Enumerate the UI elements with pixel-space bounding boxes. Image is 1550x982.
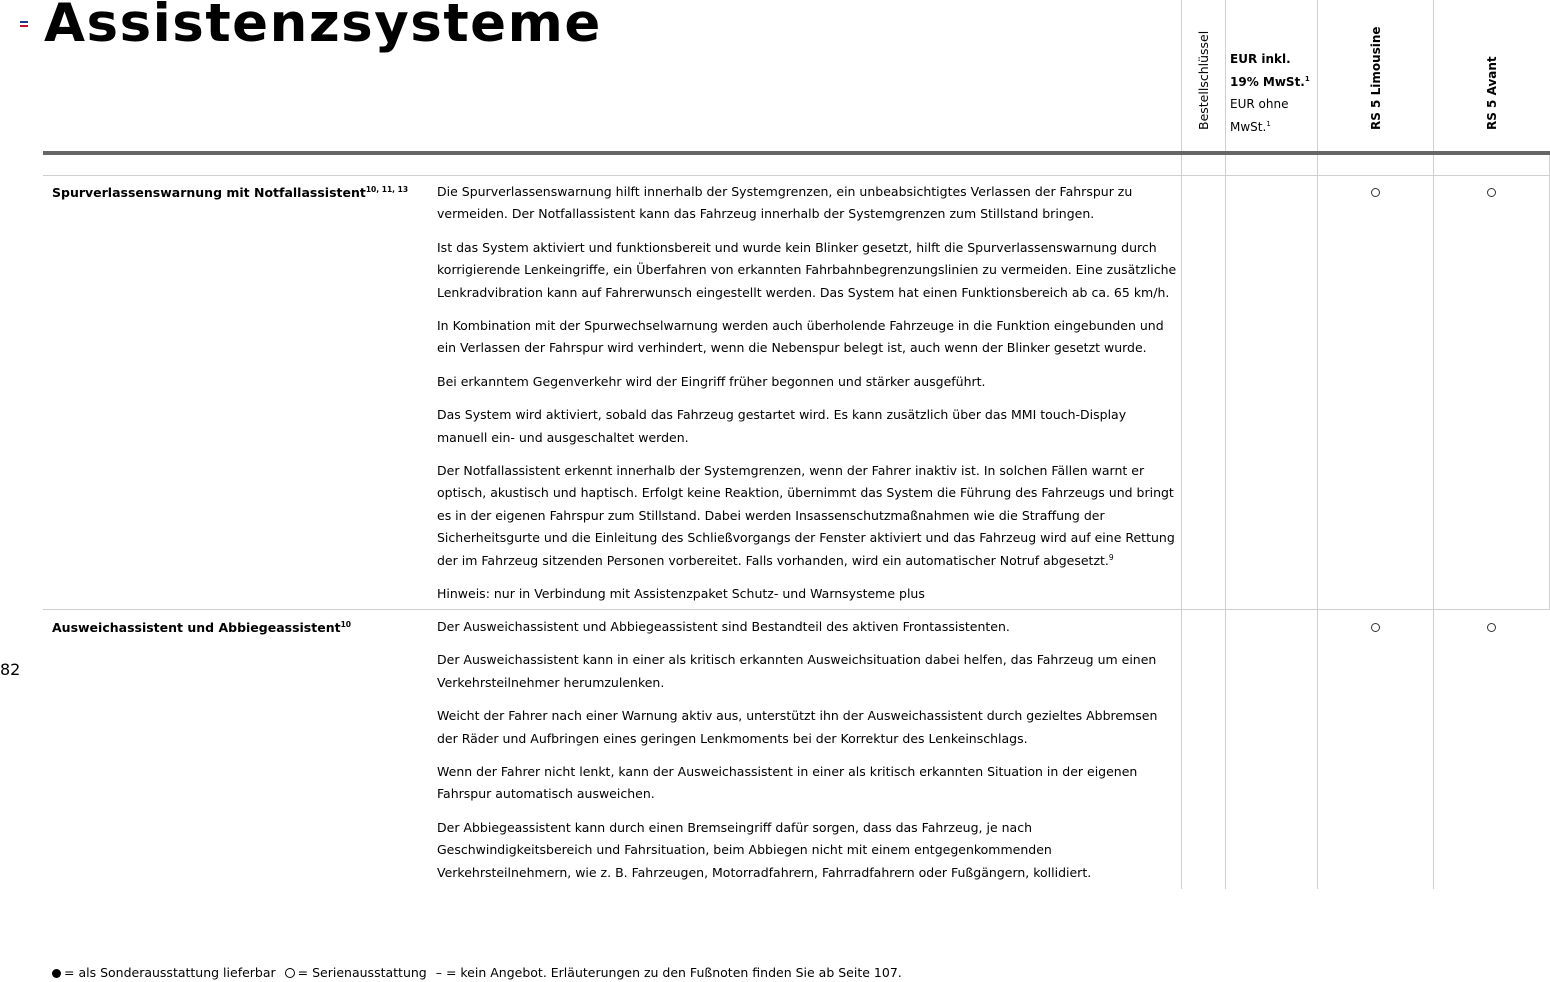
standard-equipment-icon — [1487, 623, 1496, 632]
page-number: 82 — [0, 660, 21, 679]
column-header-model-limousine: RS 5 Limousine — [1369, 26, 1383, 130]
price-incl-footnote: 1 — [1304, 74, 1310, 83]
description-paragraph: Wenn der Fahrer nicht lenkt, kann der Ausweichassistent in einer als kritisch erkannten Situation in der eigenen Fahrspur automatisch ausweichen. — [437, 764, 1138, 802]
column-divider — [1181, 0, 1182, 889]
description-paragraph: Das System wird aktiviert, sobald das Fahrzeug gestartet wird. Es kann zusätzlich über das MMI touch-Display manuell ein- und ausgeschaltet werden. — [437, 407, 1127, 445]
description-paragraph: Bei erkanntem Gegenverkehr wird der Eingriff früher begonnen und stärker ausgeführt. — [437, 373, 986, 389]
standard-equipment-icon — [1371, 188, 1380, 197]
column-divider — [1433, 0, 1434, 889]
price-incl-label: EUR inkl. — [1230, 52, 1291, 66]
legend-none: – = kein Angebot. Erläuterungen zu den Fußnoten finden Sie ab Seite 107. — [435, 965, 902, 980]
empty-circle-icon — [285, 968, 295, 978]
feature-description — [437, 616, 1177, 895]
description-note: Hinweis: nur in Verbindung mit Assistenzpaket Schutz- und Warnsysteme plus — [437, 586, 925, 602]
price-excl-footnote: 1 — [1266, 119, 1271, 128]
legend — [52, 964, 902, 982]
feature-description — [437, 181, 1177, 617]
description-paragraph: Weicht der Fahrer nach einer Warnung aktiv aus, unterstützt ihn der Ausweichassistent durch gezieltes Abbremsen der Räder und Aufbringen eines geringen Lenkmoments bei der Korrektur des Lenkeinschlags. — [437, 708, 1158, 746]
column-header-price — [1230, 48, 1316, 138]
column-header-model-avant: RS 5 Avant — [1485, 56, 1499, 130]
legend-standard: = Serienausstattung — [297, 965, 427, 980]
flag-icon — [20, 21, 28, 27]
feature-title: Spurverlassenswarnung mit Notfallassistent$^{10, 11, 13}$ — [52, 184, 409, 200]
description-paragraph: Der Abbiegeassistent kann durch einen Bremseingriff dafür sorgen, dass das Fahrzeug, je nach Geschwindigkeitsbereich und Fahrsituation, beim Abbiegen nicht mit einem entgegenkommenden Verkehrsteilnehmern, wie z. B. Fahrzeugen, Motorradfahrern, Fahrradfahrern oder Fußgängern, kollidiert. — [437, 819, 1092, 880]
standard-equipment-icon — [1371, 623, 1380, 632]
filled-circle-icon — [52, 969, 61, 978]
header-rule — [43, 151, 1550, 155]
description-paragraph: Der Ausweichassistent kann in einer als kritisch erkannten Ausweichsituation dabei helfen, das Fahrzeug um einen Verkehrsteilnehmer herumzulenken. — [437, 652, 1157, 690]
description-paragraph: Ist das System aktiviert und funktionsbereit und wurde kein Blinker gesetzt, hilft die Spurverlassenswarnung durch korrigierende Lenkeingriffe, ein Überfahren von erkannten Fahrbahnbegrenzungslinien zu vermeiden. Eine zusätzliche Lenkradvibration kann auf Fahrerwunsch eingestellt werden. Das System hat einen Funktionsbereich ab ca. 65 km/h. — [437, 239, 1177, 300]
price-excl-vat: MwSt. — [1230, 119, 1267, 134]
price-incl-vat: 19% MwSt. — [1230, 74, 1305, 89]
description-paragraph: Der Ausweichassistent und Abbiegeassistent sind Bestandteil des aktiven Frontassistenten. — [437, 619, 1010, 634]
feature-footnotes: 10, 11, 13 — [365, 184, 409, 194]
column-divider — [1225, 0, 1226, 889]
page-title: Assistenzsysteme — [44, 0, 602, 54]
column-header-order-key: Bestellschlüssel — [1196, 30, 1211, 130]
legend-optional: = als Sonderausstattung lieferbar — [64, 965, 276, 980]
column-divider — [1317, 0, 1318, 889]
description-paragraph: In Kombination mit der Spurwechselwarnung werden auch überholende Fahrzeuge in die Funktion eingebunden und ein Verlassen der Fahrspur wird verhindert, wenn die Nebenspur belegt ist, auch wenn der Blinker gesetzt wurde. — [437, 318, 1164, 356]
description-paragraph: Die Spurverlassenswarnung hilft innerhalb der Systemgrenzen, ein unbeabsichtigtes Verlassen der Fahrspur zu vermeiden. Der Notfallassistent kann das Fahrzeug innerhalb der Systemgrenzen zum Stillstand bringen. — [437, 184, 1133, 222]
feature-footnotes: 10 — [340, 619, 352, 629]
feature-title: Ausweichassistent und Abbiegeassistent$^{10}$ — [52, 619, 352, 635]
row-divider — [43, 175, 1550, 176]
description-paragraph: Der Notfallassistent erkennt innerhalb der Systemgrenzen, wenn der Fahrer inaktiv ist. In solchen Fällen warnt er optisch, akustisch und haptisch. Erfolgt keine Reaktion, übernimmt das System die Führung des Fahrzeugs und bringt es in der eigenen Fahrspur zum Stillstand. Dabei werden Insassenschutzmaßnahmen wie die Straffung der Sicherheitsgurte und die Einleitung des Schließvorgangs der Fenster aktiviert und das Fahrzeug wird auf eine Rettung der im Fahrzeug sitzenden Personen vorbereitet. Falls vorhanden, wird ein automatischer Notruf abgesetzt.$^9$ — [437, 463, 1175, 568]
price-excl-label: EUR ohne — [1230, 97, 1289, 111]
paragraph-footnote: 9 — [1108, 552, 1114, 562]
standard-equipment-icon — [1487, 188, 1496, 197]
